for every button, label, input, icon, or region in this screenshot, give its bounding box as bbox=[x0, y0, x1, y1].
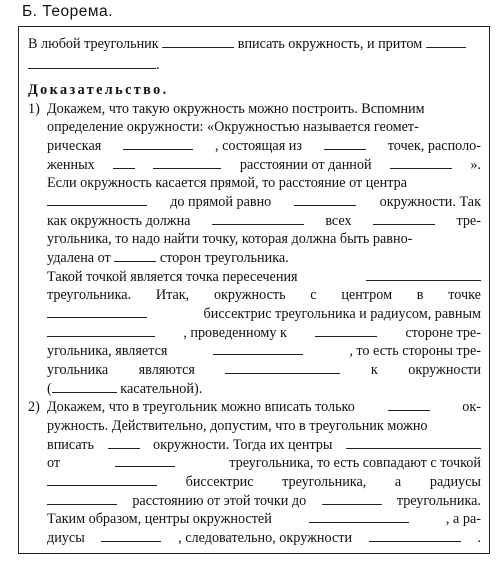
answer-blank[interactable] bbox=[113, 157, 135, 169]
text: радиусы bbox=[429, 474, 481, 490]
text: окружность bbox=[213, 287, 286, 304]
text: точке bbox=[448, 287, 481, 304]
text: точек, располо- bbox=[387, 138, 481, 154]
item-2-number: 2) bbox=[28, 399, 40, 416]
text: , следовательно, окружности bbox=[178, 530, 353, 546]
answer-blank[interactable] bbox=[212, 213, 304, 225]
item-1-line-10 bbox=[47, 267, 481, 287]
item-2-line-5 bbox=[47, 472, 481, 492]
item-1-number: 1) bbox=[28, 100, 40, 117]
text: тре- bbox=[456, 212, 481, 229]
item-1-line-9 bbox=[47, 248, 289, 268]
text: сторон треугольника. bbox=[159, 250, 289, 266]
answer-blank[interactable] bbox=[114, 250, 156, 262]
item-1-line-7 bbox=[47, 211, 481, 231]
text: . bbox=[156, 57, 160, 73]
answer-blank[interactable] bbox=[47, 474, 157, 486]
answer-blank[interactable] bbox=[426, 36, 466, 48]
item-2-line-7 bbox=[47, 509, 481, 529]
text: а bbox=[394, 474, 402, 490]
item-1-line-1: Докажем, что такую окружность можно построить. Вспомним bbox=[47, 100, 425, 117]
item-2-line-2: ружность. Действительно, допустим, что в треугольник можно bbox=[47, 418, 428, 434]
item-1-line-5: Если окружность касается прямой, то расстояние от центра bbox=[47, 175, 408, 192]
text: Таким образом, центры окружностей bbox=[47, 511, 272, 528]
text: центром bbox=[341, 287, 393, 304]
item-1-line-12 bbox=[47, 304, 481, 324]
item-1-line-6 bbox=[47, 192, 481, 212]
answer-blank[interactable] bbox=[115, 455, 175, 467]
answer-blank[interactable] bbox=[225, 362, 340, 374]
text: треугольника, то есть совпадают с точкой bbox=[229, 455, 481, 472]
text: ок- bbox=[462, 399, 481, 416]
answer-blank[interactable] bbox=[123, 138, 193, 150]
text: Такой точкой является точка пересечения bbox=[47, 268, 298, 285]
item-2-line-6 bbox=[47, 491, 481, 511]
answer-blank[interactable] bbox=[108, 437, 140, 449]
text: стороне тре- bbox=[405, 324, 481, 341]
text: ». bbox=[470, 156, 481, 173]
answer-blank[interactable] bbox=[322, 493, 382, 505]
text: до прямой равно bbox=[170, 194, 272, 210]
text: треугольника, bbox=[282, 474, 367, 490]
text: Итак, bbox=[155, 287, 190, 304]
text: Докажем, что в треугольник можно вписать только bbox=[47, 399, 355, 416]
text: в bbox=[416, 287, 424, 304]
answer-blank[interactable] bbox=[369, 530, 461, 542]
answer-blank[interactable] bbox=[294, 194, 356, 206]
answer-blank[interactable] bbox=[47, 306, 147, 318]
answer-blank[interactable] bbox=[315, 325, 377, 337]
answer-blank[interactable] bbox=[28, 57, 156, 69]
item-1-line-2: определение окружности: «Окружностью называется геомет- bbox=[47, 119, 419, 136]
answer-blank[interactable] bbox=[324, 138, 366, 150]
text: , состоящая из bbox=[215, 138, 302, 154]
text: В любой треугольник bbox=[28, 36, 159, 52]
text: от bbox=[47, 455, 61, 472]
text: вписать окружность, и притом bbox=[237, 36, 423, 52]
text: с bbox=[310, 287, 317, 304]
answer-blank[interactable] bbox=[52, 381, 117, 393]
answer-blank[interactable] bbox=[390, 157, 452, 169]
text: , а ра- bbox=[445, 511, 481, 528]
text: , то есть стороны тре- bbox=[349, 343, 481, 360]
text: женных bbox=[47, 156, 95, 173]
text: окружности. Тогда их центры bbox=[153, 436, 333, 453]
theorem-line-1 bbox=[28, 34, 466, 54]
answer-blank[interactable] bbox=[366, 269, 481, 281]
answer-blank[interactable] bbox=[47, 194, 147, 206]
answer-blank[interactable] bbox=[309, 511, 409, 523]
text: вписать bbox=[47, 436, 94, 453]
item-1-line-8: угольника, то надо найти точку, которая должна быть равно- bbox=[47, 231, 413, 248]
text: расстоянии от данной bbox=[239, 156, 372, 173]
text: угольника, является bbox=[47, 343, 168, 360]
answer-blank[interactable] bbox=[101, 530, 161, 542]
text: , проведенному к bbox=[183, 324, 287, 341]
text: являются bbox=[138, 362, 195, 378]
text: окружности bbox=[408, 362, 481, 378]
text: как окружность должна bbox=[47, 212, 191, 229]
text: расстоянию от этой точки до bbox=[132, 492, 307, 509]
text: всех bbox=[325, 212, 352, 229]
item-2-line-8 bbox=[47, 528, 481, 548]
item-1-line-15 bbox=[47, 360, 481, 380]
answer-blank[interactable] bbox=[346, 437, 481, 449]
answer-blank[interactable] bbox=[47, 493, 117, 505]
text: рическая bbox=[47, 138, 102, 154]
item-1-line-11 bbox=[47, 285, 481, 305]
section-heading: Б. Теорема. bbox=[22, 3, 113, 20]
text: треугольника. bbox=[47, 287, 132, 304]
text: треугольника. bbox=[396, 492, 481, 509]
answer-blank[interactable] bbox=[373, 213, 435, 225]
text: угольника bbox=[47, 362, 109, 378]
text: удалена от bbox=[47, 250, 111, 266]
answer-blank[interactable] bbox=[47, 325, 155, 337]
text: к bbox=[370, 362, 378, 378]
answer-blank[interactable] bbox=[388, 399, 430, 411]
text: диусы bbox=[47, 530, 85, 546]
answer-blank[interactable] bbox=[162, 36, 234, 48]
proof-title: Доказательство. bbox=[28, 82, 169, 98]
answer-blank[interactable] bbox=[153, 157, 221, 169]
text: биссектрис bbox=[185, 474, 254, 490]
item-1-line-4 bbox=[47, 155, 481, 175]
item-1-line-16 bbox=[47, 379, 202, 399]
text: касательной). bbox=[120, 380, 203, 397]
text: . bbox=[477, 530, 481, 546]
item-1-line-3 bbox=[47, 136, 481, 156]
theorem-line-2 bbox=[28, 55, 160, 75]
text: окружности. Так bbox=[379, 194, 481, 210]
item-1-line-14 bbox=[47, 341, 481, 361]
text: ( bbox=[47, 380, 52, 397]
item-2-line-1 bbox=[47, 397, 481, 417]
text: биссектрис треугольника и радиусом, равным bbox=[203, 306, 481, 322]
item-2-line-4 bbox=[47, 453, 481, 473]
item-1-line-13 bbox=[47, 323, 481, 343]
answer-blank[interactable] bbox=[213, 343, 303, 355]
item-2-line-3 bbox=[47, 435, 481, 455]
